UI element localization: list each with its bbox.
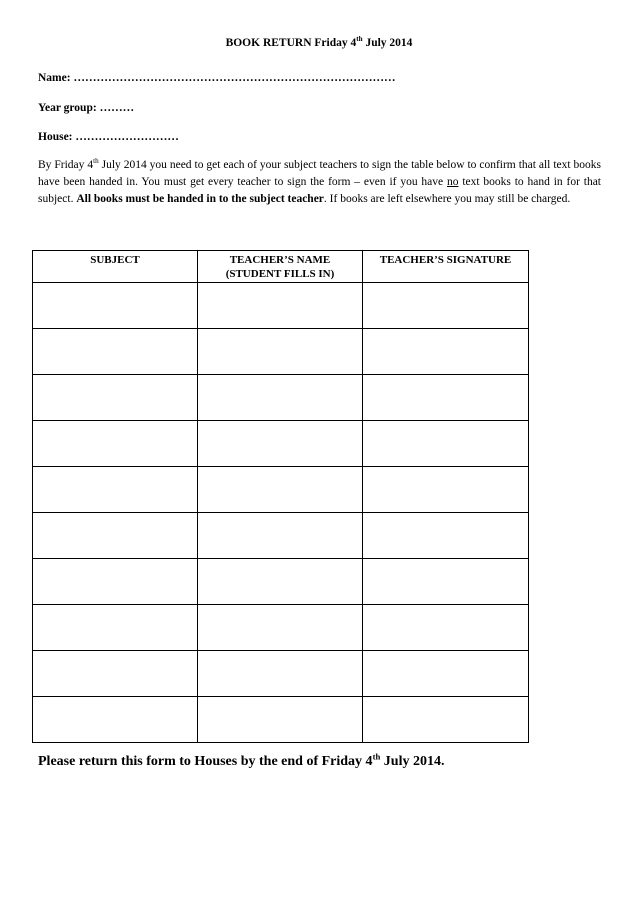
instructions-paragraph: By Friday 4th July 2014 you need to get each of your subject teachers to sign the table below to confirm that all text books have been handed in. You must get every teacher to sign the form – even if you have no text books to hand in for that subject. All books must be handed in to the subject teacher. If books are left elsewhere you may still be charged. — [38, 157, 601, 205]
teacher-name-cell[interactable] — [198, 559, 363, 605]
teacher-name-cell[interactable] — [198, 329, 363, 375]
teacher-name-cell[interactable] — [198, 605, 363, 651]
header-subject: SUBJECT — [33, 251, 198, 283]
teacher-name-cell[interactable] — [198, 283, 363, 329]
subject-cell[interactable] — [33, 605, 198, 651]
table-header-row — [33, 251, 529, 283]
teacher-signature-cell[interactable] — [363, 697, 529, 743]
subject-cell[interactable] — [33, 421, 198, 467]
subject-cell[interactable] — [33, 467, 198, 513]
table-row — [33, 605, 529, 651]
subject-cell[interactable] — [33, 283, 198, 329]
teacher-signature-cell[interactable] — [363, 605, 529, 651]
name-dots: ………………………………………………………………………… — [70, 72, 396, 84]
teacher-name-cell[interactable] — [198, 375, 363, 421]
subject-cell[interactable] — [33, 375, 198, 421]
year-group-label: Year group: — [38, 102, 97, 114]
table-row — [33, 421, 529, 467]
subject-cell[interactable] — [33, 513, 198, 559]
table-row — [33, 467, 529, 513]
teacher-signature-cell[interactable] — [363, 559, 529, 605]
teacher-name-cell[interactable] — [198, 467, 363, 513]
table-row — [33, 697, 529, 743]
house-field[interactable] — [38, 131, 179, 143]
subject-cell[interactable] — [33, 651, 198, 697]
table-row — [33, 559, 529, 605]
name-label: Name: — [38, 72, 71, 84]
teacher-signature-cell[interactable] — [363, 283, 529, 329]
year-group-field[interactable] — [38, 102, 134, 114]
house-dots: ……………………… — [72, 131, 179, 143]
subject-cell[interactable] — [33, 697, 198, 743]
teacher-signature-cell[interactable] — [363, 467, 529, 513]
teacher-signature-cell[interactable] — [363, 375, 529, 421]
subject-cell[interactable] — [33, 329, 198, 375]
signature-table — [32, 250, 529, 743]
teacher-signature-cell[interactable] — [363, 421, 529, 467]
table-row — [33, 513, 529, 559]
year-group-dots: ……… — [96, 102, 135, 114]
table-body — [33, 283, 529, 743]
teacher-name-cell[interactable] — [198, 651, 363, 697]
subject-cell[interactable] — [33, 559, 198, 605]
house-label: House: — [38, 131, 73, 143]
teacher-signature-cell[interactable] — [363, 329, 529, 375]
table-row — [33, 651, 529, 697]
name-field[interactable] — [38, 72, 395, 84]
teacher-signature-cell[interactable] — [363, 651, 529, 697]
table-row — [33, 283, 529, 329]
table-row — [33, 375, 529, 421]
teacher-name-cell[interactable] — [198, 421, 363, 467]
teacher-name-cell[interactable] — [198, 513, 363, 559]
teacher-name-cell[interactable] — [198, 697, 363, 743]
table-row — [33, 329, 529, 375]
footer-note: Please return this form to Houses by the end of Friday 4th July 2014. — [38, 751, 445, 769]
teacher-signature-cell[interactable] — [363, 513, 529, 559]
header-teacher-signature: TEACHER’S SIGNATURE — [363, 251, 529, 283]
document-title: BOOK RETURN Friday 4th July 2014 — [225, 35, 413, 49]
header-teacher-name: TEACHER’S NAME (STUDENT FILLS IN) — [198, 251, 363, 283]
